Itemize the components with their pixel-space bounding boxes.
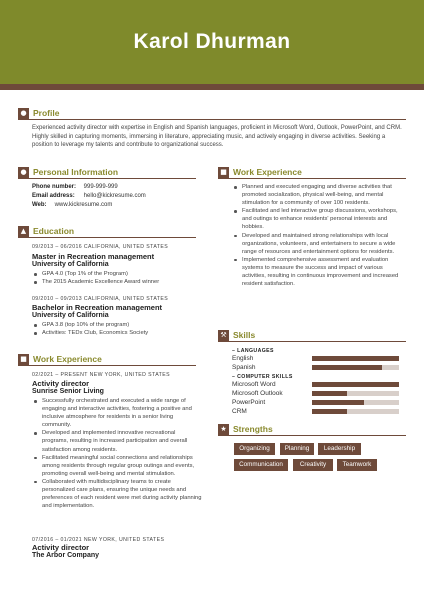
skill-word-bar xyxy=(312,382,399,387)
email-label: Email address: xyxy=(32,193,75,199)
skills-rule xyxy=(218,341,406,342)
work-left-rule xyxy=(18,365,196,366)
education-title: Education xyxy=(33,226,75,236)
phone-row xyxy=(32,183,118,191)
list-item: Developed and maintained strong relationships with local organizations, volunteers, and entertainers to secure a wide range of resources and entertainment options for residents. xyxy=(232,232,404,256)
person-icon: ● xyxy=(18,108,29,119)
work-1-company: Sunrise Senior Living xyxy=(32,388,104,395)
star-icon: ★ xyxy=(218,424,229,435)
strength-tag: Creativity xyxy=(293,459,333,471)
candidate-name: Karol Dhurman xyxy=(133,30,291,53)
list-item: Implemented comprehensive assessment and evaluation systems to measure the success and impact of various activities, resulting in continuous improvement and increased resident satisfaction. xyxy=(232,256,404,288)
email-value[interactable]: hello@kickresume.com xyxy=(83,193,146,199)
strength-tag: Organizing xyxy=(234,443,275,455)
work-1-role: Activity director xyxy=(32,379,90,388)
skill-english-fill xyxy=(312,356,399,361)
skill-outlook-bar xyxy=(312,391,399,396)
list-item: Collaborated with multidisciplinary teams to create personalized care plans, ensuring the unique needs and preferences of each resident were met during activity planning and implementation. xyxy=(32,478,202,510)
work-2-role: Activity director xyxy=(32,543,90,552)
list-item: Facilitated meaningful social connections and relationships among residents through regular group outings and events, promoting overall well-being and mental stimulation. xyxy=(32,454,202,478)
profile-rule xyxy=(18,119,406,120)
skill-crm-bar xyxy=(312,409,399,414)
work-2-company: The Arbor Company xyxy=(32,552,100,559)
work-right-bullets xyxy=(232,183,404,288)
web-value[interactable]: www.kickresume.com xyxy=(54,202,113,208)
email-row xyxy=(32,192,146,200)
languages-label: – LANGUAGES xyxy=(232,348,274,354)
work-2-meta: 07/2016 – 01/2021 NEW YORK, UNITED STATES xyxy=(32,537,165,543)
skill-word: Microsoft Word xyxy=(232,381,276,388)
edu-2-school: University of California xyxy=(32,312,109,319)
edu-1-bullets xyxy=(32,270,197,286)
work-left-title: Work Experience xyxy=(33,354,102,364)
skill-english-bar xyxy=(312,356,399,361)
skills-title: Skills xyxy=(233,330,256,340)
list-item: GPA 3.8 (top 10% of the program) xyxy=(32,321,197,329)
edu-1-meta: 09/2013 – 06/2016 CALIFORNIA, UNITED STATES xyxy=(32,244,169,250)
person-icon: ● xyxy=(18,167,29,178)
list-item: Planned and executed engaging and diverse activities that promoted socialization, physical well-being, and mental stimulation for a community of over 100 residents. xyxy=(232,183,404,207)
skill-english: English xyxy=(232,355,254,362)
strengths-rule xyxy=(218,435,406,436)
profile-title: Profile xyxy=(33,108,60,118)
work-1-bullets xyxy=(32,397,202,510)
personal-title: Personal Information xyxy=(33,167,119,177)
strength-tag: Communication xyxy=(234,459,288,471)
list-item: Developed and implemented innovative recreational programs, resulting in increased participation and overall satisfaction among residents. xyxy=(32,429,202,453)
skill-powerpoint-bar xyxy=(312,400,399,405)
edu-2-meta: 09/2010 – 09/2013 CALIFORNIA, UNITED STATES xyxy=(32,296,169,302)
skill-crm-fill xyxy=(312,409,347,414)
briefcase-icon: ■ xyxy=(218,167,229,178)
header-divider xyxy=(0,84,424,90)
skill-spanish: Spanish xyxy=(232,364,256,371)
strengths-title: Strengths xyxy=(233,424,273,434)
skill-spanish-bar xyxy=(312,365,399,370)
edu-2-degree: Bachelor in Recreation management xyxy=(32,303,163,312)
strength-tag: Teamwork xyxy=(337,459,377,471)
tools-icon: ⚒ xyxy=(218,330,229,341)
list-item: Facilitated and led interactive group discussions, workshops, and outings to enhance residents' personal interests and hobbies. xyxy=(232,207,404,231)
work-1-meta: 02/2021 – PRESENT NEW YORK, UNITED STATES xyxy=(32,372,170,378)
skill-outlook: Microsoft Outlook xyxy=(232,390,283,397)
strength-tag: Planning xyxy=(280,443,314,455)
phone-label: Phone number: xyxy=(32,184,77,190)
skill-powerpoint: PowerPoint xyxy=(232,399,266,406)
profile-text: Experienced activity director with expertise in English and Spanish languages, proficient in Microsoft Word, Outlook, PowerPoint, and CRM. Highly skilled in capturing moments, immersing in literature, appreciating music, and actively engaging in diverse activities. Seeking a position to leverage my talents and contribute to organizational success. xyxy=(32,125,402,149)
graduation-cap-icon: ▲ xyxy=(18,226,29,237)
phone-value: 999-999-999 xyxy=(83,184,118,190)
computer-skills-label: – COMPUTER SKILLS xyxy=(232,374,293,380)
strength-tag: Leadership xyxy=(318,443,361,455)
skill-word-fill xyxy=(312,382,399,387)
personal-rule xyxy=(18,178,196,179)
list-item: Activities: TEDx Club, Economics Society xyxy=(32,329,197,337)
skill-outlook-fill xyxy=(312,391,347,396)
list-item: The 2015 Academic Excellence Award winner xyxy=(32,278,197,286)
edu-1-school: University of California xyxy=(32,261,109,268)
skill-powerpoint-fill xyxy=(312,400,364,405)
skill-crm: CRM xyxy=(232,408,247,415)
web-label: Web: xyxy=(32,202,47,208)
skill-spanish-fill xyxy=(312,365,382,370)
briefcase-icon: ■ xyxy=(18,354,29,365)
edu-2-bullets xyxy=(32,321,197,337)
edu-1-degree: Master in Recreation management xyxy=(32,252,155,261)
work-right-title: Work Experience xyxy=(233,167,302,177)
work-right-rule xyxy=(218,178,406,179)
list-item: Successfully orchestrated and executed a wide range of engaging and interactive activities, fostering a positive and inclusive atmosphere for residents in a senior living community. xyxy=(32,397,202,429)
web-row xyxy=(32,201,112,209)
education-rule xyxy=(18,237,196,238)
list-item: GPA 4.0 (Top 1% of the Program) xyxy=(32,270,197,278)
